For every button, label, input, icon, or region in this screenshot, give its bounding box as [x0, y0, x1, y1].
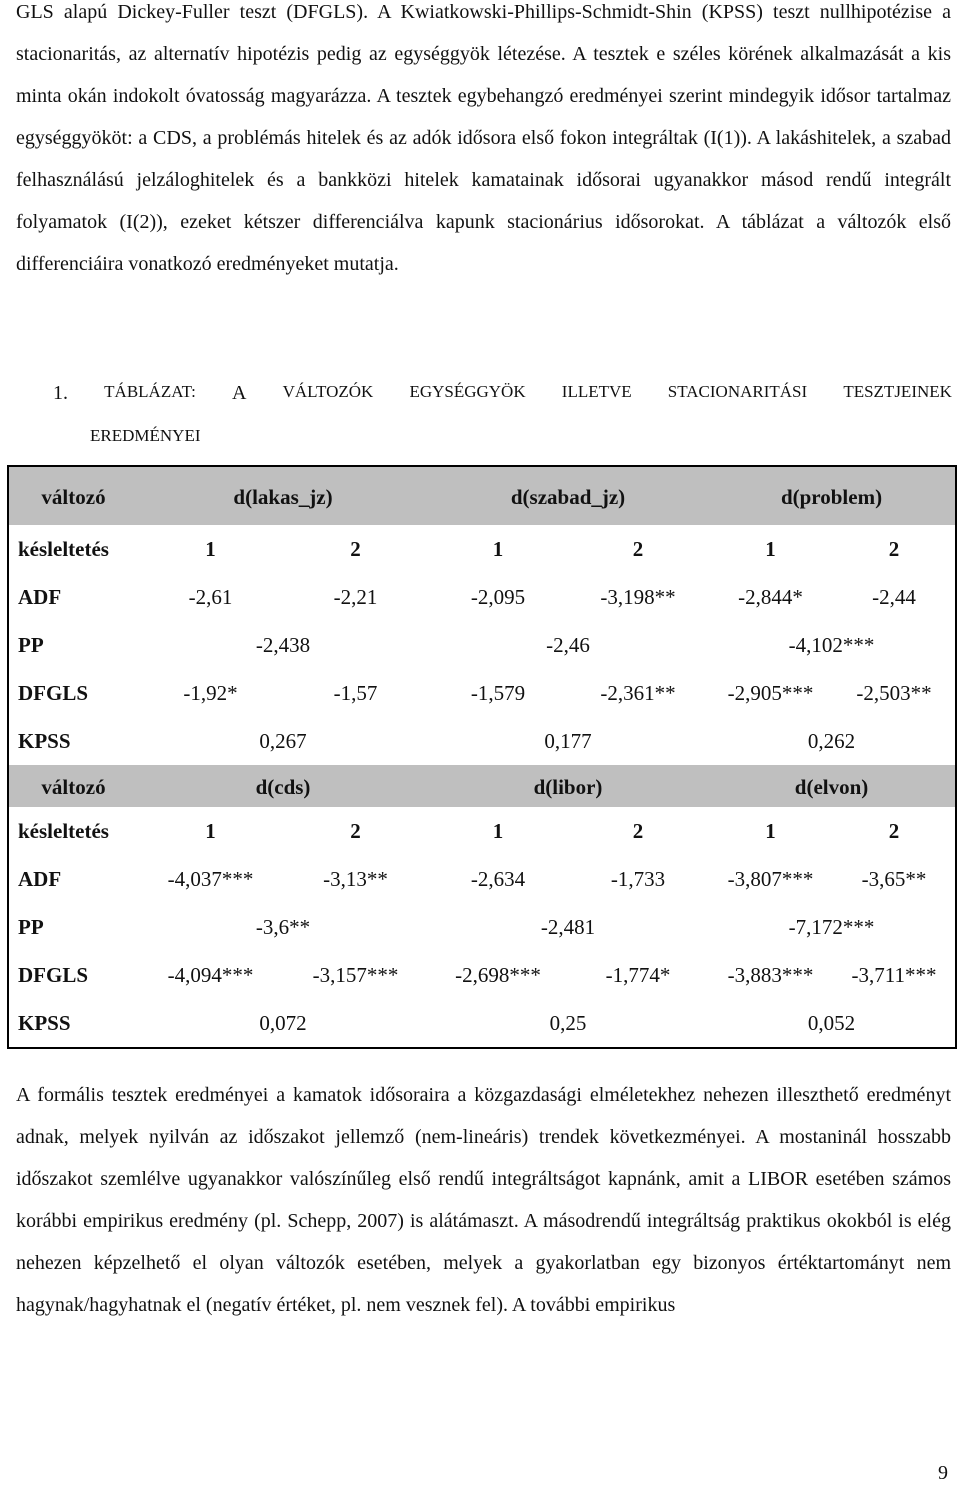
unit-root-test-table [7, 465, 957, 1049]
table-cell: 0,25 [428, 999, 708, 1048]
row-label: PP [8, 903, 138, 951]
table-cell: -4,094*** [167, 962, 254, 987]
table-cell: -3,883*** [727, 962, 814, 987]
page-number: 9 [938, 1462, 948, 1484]
table-cell: 1 [765, 818, 776, 843]
table-row-pp [8, 621, 956, 669]
table-cell: -3,65** [833, 855, 956, 903]
caption-word: TESZTJEINEK [843, 382, 952, 401]
row-label: késleltetés [8, 807, 138, 855]
header-cell: d(elvon) [708, 765, 956, 807]
table-cell: -2,095 [470, 584, 526, 609]
table-row-lag [8, 807, 956, 855]
table-cell: 1 [205, 536, 216, 561]
table-row-dfgls [8, 669, 956, 717]
table-cell: 0,262 [708, 717, 956, 765]
row-label: PP [8, 621, 138, 669]
table-header-row [8, 466, 956, 525]
table-cell: 1 [205, 818, 216, 843]
table-cell: 1 [492, 536, 504, 561]
table-cell: 2 [632, 536, 644, 561]
caption-word: ILLETVE [561, 382, 632, 401]
header-cell: d(problem) [708, 466, 956, 525]
row-label: KPSS [8, 999, 138, 1048]
table-row-kpss [8, 717, 956, 765]
table-header-row [8, 765, 956, 807]
row-label: KPSS [8, 717, 138, 765]
header-cell: d(lakas_jz) [138, 466, 428, 525]
row-label: ADF [8, 573, 138, 621]
table-cell: -3,157*** [312, 962, 399, 987]
table-cell: 1 [765, 536, 776, 561]
table-cell: -2,503** [833, 669, 956, 717]
table-cell: -1,57 [333, 680, 378, 705]
table-cell: -2,21 [333, 584, 378, 609]
caption-word: STACIONARITÁSI [667, 382, 808, 401]
body-paragraph-top: GLS alapú Dickey-Fuller teszt (DFGLS). A Kwiatkowski-Phillips-Schmidt-Shin (KPSS) teszt nullhipotézise a stacionaritás, az alternatív hipotézis pedig az egységgyök létezése. A tesztek e széles körének alkalmazását a kis minta okán indokolt óvatosság magyarázza. A tesztek egybehangzó eredményei szerint mindegyik idősor tartalmaz egységgyököt: a CDS, a problémás hitelek és az adók idősora első fokon integráltak (I(1)). A lakáshitelek, a szabad felhasználású jelzáloghitelek és a bankközi hitelek kamatainak idősorai ugyanakkor másod rendű integrált folyamatok (I(2)), ezeket kétszer differenciálva kapunk stacionárius idősorokat. A táblázat a változók első differenciáira vonatkozó eredményeket mutatja. [16, 1, 951, 275]
table-cell: 0,072 [138, 999, 428, 1048]
table-cell: -3,711*** [833, 951, 956, 999]
table-cell: -2,44 [833, 573, 956, 621]
header-cell: d(cds) [138, 765, 428, 807]
table-caption [16, 382, 952, 405]
caption-word: EGYSÉGGYÖK [409, 382, 526, 401]
table-row-pp [8, 903, 956, 951]
table-cell: 2 [350, 818, 361, 843]
body-paragraph-bottom: A formális tesztek eredményei a kamatok idősoraira a közgazdasági elméletekhez nehezen illeszthető eredményt adnak, melyek nyilván az időszakot jellemző (nem-lineáris) trendek következményei. A mostaninál hosszabb időszakot szemlélve ugyanakkor valószínűleg első rendű integráltságot kapnánk, amit a LIBOR esetében számos korábbi empirikus eredmény (pl. Schepp, 2007) is alátámaszt. A másodrendű integráltság praktikus okokból is elég nehezen képzelhető el olyan változók esetében, melyek a gyakorlatban egy bizonyos értéktartományt nem hagynak/hagyhatnak el (negatív értéket, pl. nem vesznek fel). A további empirikus [16, 1084, 951, 1316]
caption-word: VÁLTOZÓK [282, 382, 374, 401]
table-cell: 1 [492, 818, 504, 843]
table-cell: 0,177 [544, 728, 592, 753]
header-cell: változó [8, 765, 138, 807]
table-cell: -1,733 [610, 866, 666, 891]
row-label: DFGLS [8, 669, 138, 717]
row-label: késleltetés [8, 525, 138, 573]
caption-word: A [232, 382, 247, 404]
table-cell: -4,037*** [167, 866, 254, 891]
table-cell: 2 [632, 818, 644, 843]
table-cell: -2,905*** [727, 680, 814, 705]
table-cell: -2,698*** [455, 962, 541, 987]
caption-word: TÁBLÁZAT: [104, 382, 196, 401]
table-cell: -1,774* [605, 962, 671, 987]
table-cell: -3,807*** [727, 866, 814, 891]
table-row-adf [8, 573, 956, 621]
table-cell: -1,92* [183, 680, 238, 705]
table-cell: -2,634 [470, 866, 526, 891]
table-row-lag [8, 525, 956, 573]
table-row-dfgls [8, 951, 956, 999]
table-row-kpss [8, 999, 956, 1048]
row-label: DFGLS [8, 951, 138, 999]
row-label: ADF [8, 855, 138, 903]
header-cell: változó [8, 466, 138, 525]
caption-number: 1. [53, 382, 68, 404]
table-cell: 0,267 [259, 728, 307, 753]
table-cell: -3,6** [255, 914, 311, 939]
table-cell: 2 [350, 536, 361, 561]
table-cell: -3,198** [600, 584, 676, 609]
table-cell: -2,844* [738, 584, 803, 609]
header-cell: d(libor) [428, 765, 708, 807]
table-cell: -1,579 [470, 680, 526, 705]
table-cell: -3,13** [323, 866, 388, 891]
table-cell: -4,102*** [708, 621, 956, 669]
table-cell: -2,61 [188, 584, 233, 609]
table-cell: -2,361** [600, 680, 676, 705]
table-cell: 2 [833, 525, 956, 573]
table-cell: -2,481 [540, 914, 596, 939]
table-caption-line2: EREDMÉNYEI [90, 426, 201, 445]
header-cell: d(szabad_jz) [428, 466, 708, 525]
table-row-adf [8, 855, 956, 903]
table-cell: 2 [833, 807, 956, 855]
table-cell: -2,438 [255, 632, 311, 657]
table-cell: -7,172*** [708, 903, 956, 951]
table-cell: -2,46 [546, 632, 590, 657]
table-cell: 0,052 [708, 999, 956, 1048]
